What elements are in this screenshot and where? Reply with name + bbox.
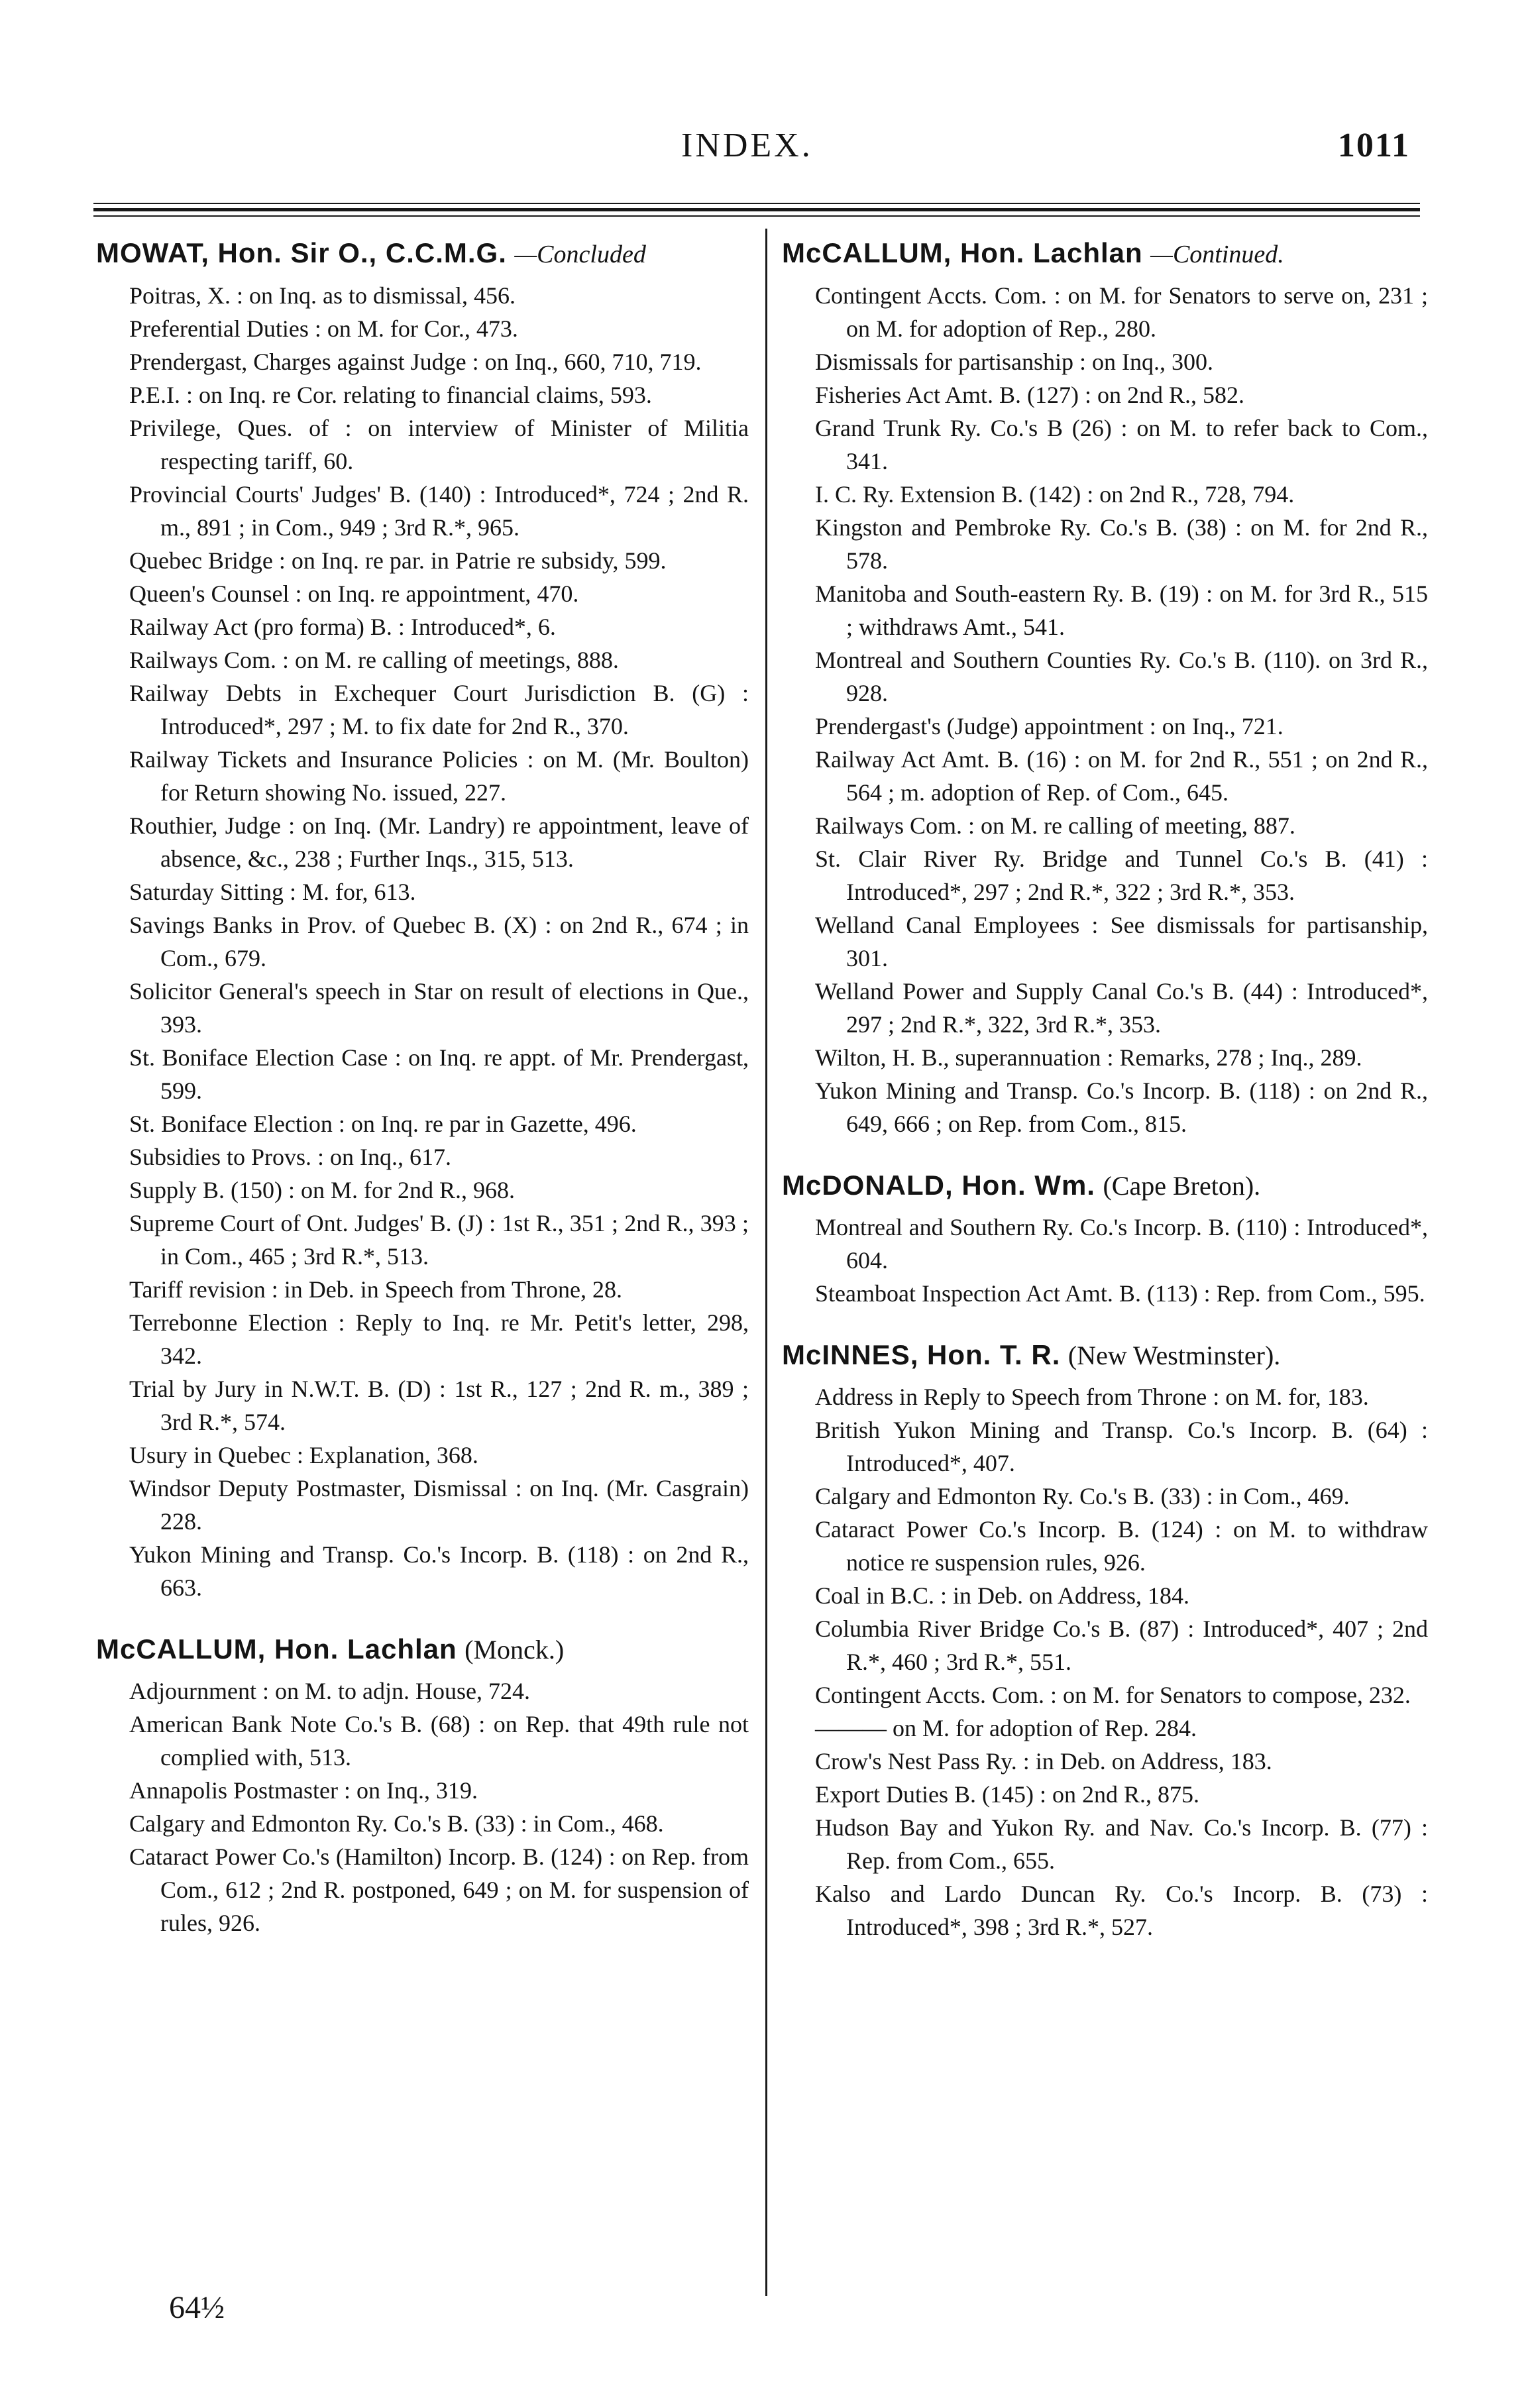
index-entry: Calgary and Edmonton Ry. Co.'s B. (33) : in Com., 469. (815, 1483, 1350, 1509)
person-heading (782, 1334, 1428, 1376)
signature-mark: 64½ (169, 2290, 225, 2325)
index-entry: Railway Act (pro forma) B. : Introduced*, 6. (129, 614, 556, 640)
person-qualifier: (New Westminster). (1067, 1341, 1281, 1370)
person-name: McCALLUM, Hon. Lachlan (96, 1633, 457, 1665)
index-entry: ——— on M. for adoption of Rep. 284. (815, 1715, 1197, 1741)
index-person (782, 1164, 1428, 1310)
running-head (0, 126, 1530, 179)
index-entry: Crow's Nest Pass Ry. : in Deb. on Address, 183. (815, 1748, 1272, 1775)
index-entry: Adjournment : on M. to adjn. House, 724. (129, 1678, 530, 1704)
index-entry: Prendergast, Charges against Judge : on Inq., 660, 710, 719. (129, 349, 702, 375)
index-entry: Steamboat Inspection Act Amt. B. (113) : Rep. from Com., 595. (815, 1280, 1425, 1307)
index-entry: Saturday Sitting : M. for, 613. (129, 879, 416, 905)
index-entry: Trial by Jury in N.W.T. B. (D) : 1st R., 127 ; 2nd R. m., 389 ; 3rd R.*, 574. (129, 1376, 749, 1435)
index-entry: I. C. Ry. Extension B. (142) : on 2nd R., 728, 794. (815, 481, 1295, 508)
index-entry: Railway Debts in Exchequer Court Jurisdiction B. (G) : Introduced*, 297 ; M. to fix date for 2nd R., 370. (129, 680, 749, 739)
person-name: McINNES, Hon. T. R. (782, 1339, 1061, 1370)
person-name: McDONALD, Hon. Wm. (782, 1170, 1095, 1201)
person-qualifier: (Cape Breton). (1103, 1171, 1261, 1201)
left-column (96, 232, 749, 1963)
index-entry: Yukon Mining and Transp. Co.'s Incorp. B. (118) : on 2nd R., 649, 666 ; on Rep. from Com., 815. (815, 1077, 1428, 1137)
index-entry: Annapolis Postmaster : on Inq., 319. (129, 1777, 478, 1804)
index-entry: St. Boniface Election : on Inq. re par in Gazette, 496. (129, 1111, 637, 1137)
index-entry: Montreal and Southern Counties Ry. Co.'s B. (110). on 3rd R., 928. (815, 647, 1428, 706)
person-heading (782, 232, 1428, 275)
header-rule-thin (93, 203, 1420, 204)
index-entry: Windsor Deputy Postmaster, Dismissal : on Inq. (Mr. Casgrain) 228. (129, 1475, 749, 1535)
index-entry: Coal in B.C. : in Deb. on Address, 184. (815, 1582, 1189, 1609)
index-entry: Prendergast's (Judge) appointment : on Inq., 721. (815, 713, 1284, 739)
index-entry: Subsidies to Provs. : on Inq., 617. (129, 1144, 452, 1170)
page-title: INDEX. (681, 127, 813, 164)
index-entry: Poitras, X. : on Inq. as to dismissal, 456. (129, 282, 516, 309)
right-column (782, 232, 1428, 1967)
page-number: 1011 (1337, 127, 1410, 164)
index-entry: British Yukon Mining and Transp. Co.'s Incorp. B. (64) : Introduced*, 407. (815, 1417, 1428, 1476)
index-entry: Columbia River Bridge Co.'s B. (87) : Introduced*, 407 ; 2nd R.*, 460 ; 3rd R.*, 551. (815, 1615, 1428, 1675)
index-person (782, 232, 1428, 1140)
index-entry: Contingent Accts. Com. : on M. for Senators to serve on, 231 ; on M. for adoption of Rep., 280. (815, 282, 1428, 342)
index-entry: Railway Tickets and Insurance Policies : on M. (Mr. Boulton) for Return showing No. issued, 227. (129, 746, 749, 806)
index-entry: Preferential Duties : on M. for Cor., 473. (129, 315, 518, 342)
index-entry: St. Boniface Election Case : on Inq. re appt. of Mr. Prendergast, 599. (129, 1044, 749, 1104)
index-entry: Savings Banks in Prov. of Quebec B. (X) : on 2nd R., 674 ; in Com., 679. (129, 912, 749, 971)
index-entry: Grand Trunk Ry. Co.'s B (26) : on M. to refer back to Com., 341. (815, 415, 1428, 474)
index-entry: Dismissals for partisanship : on Inq., 300. (815, 349, 1213, 375)
header-rule-lower (93, 215, 1420, 217)
index-entry: Privilege, Ques. of : on interview of Minister of Militia respecting tariff, 60. (129, 415, 749, 474)
index-entry: Usury in Quebec : Explanation, 368. (129, 1442, 478, 1468)
index-entry: Address in Reply to Speech from Throne : on M. for, 183. (815, 1384, 1369, 1410)
person-heading (96, 1628, 749, 1670)
person-name: MOWAT, Hon. Sir O., C.C.M.G. (96, 237, 507, 268)
index-entry: Wilton, H. B., superannuation : Remarks, 278 ; Inq., 289. (815, 1044, 1362, 1071)
index-entry: Export Duties B. (145) : on 2nd R., 875. (815, 1781, 1199, 1808)
index-entry: Solicitor General's speech in Star on result of elections in Que., 393. (129, 978, 749, 1038)
index-entry: Calgary and Edmonton Ry. Co.'s B. (33) : in Com., 468. (129, 1810, 664, 1837)
index-person (782, 1334, 1428, 1943)
index-entry: Provincial Courts' Judges' B. (140) : Introduced*, 724 ; 2nd R. m., 891 ; in Com., 949 ; 3rd R.*, 965. (129, 481, 749, 541)
person-qualifier: (Monck.) (464, 1635, 565, 1665)
index-entry: American Bank Note Co.'s B. (68) : on Rep. that 49th rule not complied with, 513. (129, 1711, 749, 1771)
index-entry: Supply B. (150) : on M. for 2nd R., 968. (129, 1177, 516, 1203)
index-entry: Railway Act Amt. B. (16) : on M. for 2nd R., 551 ; on 2nd R., 564 ; m. adoption of Rep. of Com., 645. (815, 746, 1428, 806)
header-rule-thick (93, 208, 1420, 211)
index-person (96, 232, 749, 1604)
index-entry: Quebec Bridge : on Inq. re par. in Patrie re subsidy, 599. (129, 547, 667, 574)
index-entry: P.E.I. : on Inq. re Cor. relating to financial claims, 593. (129, 382, 652, 408)
index-entry: Yukon Mining and Transp. Co.'s Incorp. B. (118) : on 2nd R., 663. (129, 1541, 749, 1601)
person-name: McCALLUM, Hon. Lachlan (782, 237, 1143, 268)
index-entry: Routhier, Judge : on Inq. (Mr. Landry) re appointment, leave of absence, &c., 238 ; Further Inqs., 315, 513. (129, 812, 749, 872)
person-qualifier: —Concluded (514, 241, 646, 268)
index-entry: Montreal and Southern Ry. Co.'s Incorp. B. (110) : Introduced*, 604. (815, 1214, 1428, 1274)
index-entry: St. Clair River Ry. Bridge and Tunnel Co.'s B. (41) : Introduced*, 297 ; 2nd R.*, 322 ; 3rd R.*, 353. (815, 846, 1428, 905)
index-entry: Railways Com. : on M. re calling of meetings, 888. (129, 647, 619, 673)
index-entry: Terrebonne Election : Reply to Inq. re Mr. Petit's letter, 298, 342. (129, 1309, 749, 1369)
index-entry: Supreme Court of Ont. Judges' B. (J) : 1st R., 351 ; 2nd R., 393 ; in Com., 465 ; 3rd R.*, 513. (129, 1210, 749, 1270)
index-entry: Cataract Power Co.'s Incorp. B. (124) : on M. to withdraw notice re suspension rules, 926. (815, 1516, 1428, 1576)
index-entry: Welland Canal Employees : See dismissals for partisanship, 301. (815, 912, 1428, 971)
index-entry: Manitoba and South-eastern Ry. B. (19) : on M. for 3rd R., 515 ; withdraws Amt., 541. (815, 580, 1428, 640)
index-entry: Queen's Counsel : on Inq. re appointment, 470. (129, 580, 579, 607)
index-entry: Kalso and Lardo Duncan Ry. Co.'s Incorp. B. (73) : Introduced*, 398 ; 3rd R.*, 527. (815, 1881, 1428, 1940)
person-qualifier: —Continued. (1150, 241, 1284, 268)
index-entry: Kingston and Pembroke Ry. Co.'s B. (38) : on M. for 2nd R., 578. (815, 514, 1428, 574)
index-entry: Cataract Power Co.'s (Hamilton) Incorp. B. (124) : on Rep. from Com., 612 ; 2nd R. postponed, 649 ; on M. for suspension of rules, 926. (129, 1843, 749, 1936)
index-entry: Tariff revision : in Deb. in Speech from Throne, 28. (129, 1276, 622, 1303)
person-heading (96, 232, 749, 275)
index-entry: Contingent Accts. Com. : on M. for Senators to compose, 232. (815, 1682, 1411, 1708)
index-person (96, 1628, 749, 1940)
person-heading (782, 1164, 1428, 1207)
index-entry: Railways Com. : on M. re calling of meeting, 887. (815, 812, 1295, 839)
index-entry: Hudson Bay and Yukon Ry. and Nav. Co.'s Incorp. B. (77) : Rep. from Com., 655. (815, 1814, 1428, 1874)
column-divider (765, 229, 767, 2296)
index-entry: Welland Power and Supply Canal Co.'s B. (44) : Introduced*, 297 ; 2nd R.*, 322, 3rd R.*, 353. (815, 978, 1428, 1038)
index-entry: Fisheries Act Amt. B. (127) : on 2nd R., 582. (815, 382, 1244, 408)
